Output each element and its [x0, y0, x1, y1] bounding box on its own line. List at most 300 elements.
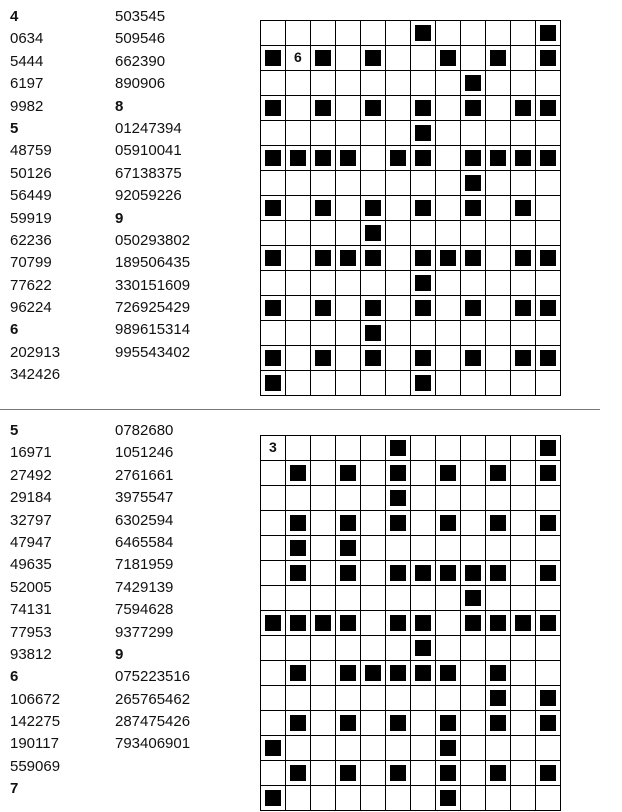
grid-cell[interactable] — [336, 96, 361, 121]
number-entry: 05910041 — [115, 142, 182, 160]
grid-cell[interactable] — [336, 321, 361, 346]
grid-cell[interactable] — [311, 586, 336, 611]
grid-cell-black — [436, 786, 461, 811]
grid-cell[interactable] — [486, 321, 511, 346]
grid-cell[interactable] — [436, 196, 461, 221]
grid-cell[interactable] — [436, 221, 461, 246]
grid-cell[interactable] — [536, 536, 561, 561]
grid-cell-black — [336, 611, 361, 636]
grid-cell[interactable] — [511, 271, 536, 296]
grid-cell[interactable] — [486, 21, 511, 46]
grid-cell[interactable] — [511, 536, 536, 561]
grid-cell-black — [361, 296, 386, 321]
grid-cell[interactable] — [436, 436, 461, 461]
grid-cell[interactable] — [486, 296, 511, 321]
number-entry: 6197 — [10, 75, 44, 93]
grid-cell[interactable] — [486, 346, 511, 371]
grid-cell[interactable] — [511, 46, 536, 71]
grid-cell[interactable] — [261, 221, 286, 246]
grid-cell[interactable] — [286, 786, 311, 811]
grid-cell[interactable] — [461, 21, 486, 46]
grid-cell-black — [361, 321, 386, 346]
grid-cell-black — [386, 761, 411, 786]
grid-cell[interactable] — [361, 561, 386, 586]
grid-cell[interactable] — [261, 686, 286, 711]
grid-cell[interactable] — [311, 371, 336, 396]
length-header: 9 — [115, 209, 124, 227]
grid-cell[interactable] — [386, 171, 411, 196]
word-list-left — [10, 420, 110, 801]
grid-cell[interactable] — [436, 371, 461, 396]
length-header: 6 — [10, 668, 19, 686]
grid-cell[interactable] — [411, 536, 436, 561]
grid-cell[interactable] — [286, 271, 311, 296]
number-entry: 106672 — [10, 690, 61, 708]
grid-cell-black — [411, 561, 436, 586]
grid-cell[interactable] — [311, 661, 336, 686]
grid-cell-black — [386, 611, 411, 636]
grid-cell[interactable] — [311, 761, 336, 786]
grid-cell[interactable] — [486, 71, 511, 96]
grid-cell[interactable] — [361, 436, 386, 461]
grid-cell[interactable] — [361, 761, 386, 786]
grid-cell[interactable] — [536, 786, 561, 811]
grid-cell[interactable] — [336, 436, 361, 461]
grid-cell[interactable] — [286, 171, 311, 196]
number-entry: 01247394 — [115, 119, 182, 137]
grid-cell[interactable] — [461, 271, 486, 296]
grid-cell[interactable] — [386, 346, 411, 371]
grid-cell[interactable] — [336, 486, 361, 511]
grid-cell-black — [286, 761, 311, 786]
grid-cell[interactable] — [336, 586, 361, 611]
grid-cell[interactable] — [436, 271, 461, 296]
grid-cell[interactable] — [436, 636, 461, 661]
grid-cell[interactable] — [461, 536, 486, 561]
grid-cell[interactable] — [386, 536, 411, 561]
grid-cell[interactable] — [286, 46, 311, 71]
grid-cell[interactable] — [536, 586, 561, 611]
grid-cell[interactable] — [386, 271, 411, 296]
grid-cell[interactable] — [511, 561, 536, 586]
grid-cell[interactable] — [486, 636, 511, 661]
grid-cell[interactable] — [436, 321, 461, 346]
grid-cell[interactable] — [286, 346, 311, 371]
clue-number: 3 — [269, 439, 277, 455]
grid-cell[interactable] — [511, 686, 536, 711]
grid-cell[interactable] — [511, 371, 536, 396]
grid-cell[interactable] — [286, 371, 311, 396]
grid-cell[interactable] — [311, 561, 336, 586]
grid-cell[interactable] — [286, 686, 311, 711]
grid-cell[interactable] — [461, 221, 486, 246]
grid-cell-black — [536, 461, 561, 486]
grid-cell[interactable] — [461, 636, 486, 661]
grid-cell[interactable] — [411, 321, 436, 346]
grid-cell[interactable] — [311, 711, 336, 736]
grid-cell[interactable] — [486, 246, 511, 271]
number-entry: 96224 — [10, 299, 52, 317]
grid-cell[interactable] — [311, 636, 336, 661]
grid-cell[interactable] — [411, 171, 436, 196]
grid-cell-black — [486, 661, 511, 686]
grid-cell[interactable] — [286, 296, 311, 321]
grid-cell[interactable] — [536, 196, 561, 221]
grid-cell-black — [536, 686, 561, 711]
grid-cell[interactable] — [486, 271, 511, 296]
grid-cell[interactable] — [461, 371, 486, 396]
grid-cell[interactable] — [336, 686, 361, 711]
grid-cell[interactable] — [461, 436, 486, 461]
grid-cell[interactable] — [311, 536, 336, 561]
grid-cell[interactable] — [386, 586, 411, 611]
number-entry: 075223516 — [115, 668, 191, 686]
grid-cell[interactable] — [511, 761, 536, 786]
grid-cell[interactable] — [436, 686, 461, 711]
grid-cell[interactable] — [411, 46, 436, 71]
grid-cell-black — [536, 146, 561, 171]
grid-cell[interactable] — [511, 786, 536, 811]
number-entry: 67138375 — [115, 164, 182, 182]
grid-cell[interactable] — [461, 661, 486, 686]
number-entry: 342426 — [10, 366, 61, 384]
grid-cell[interactable] — [461, 736, 486, 761]
number-entry: 202913 — [10, 343, 61, 361]
grid-cell[interactable] — [261, 436, 286, 461]
grid-cell[interactable] — [511, 436, 536, 461]
grid-cell[interactable] — [486, 736, 511, 761]
grid-cell[interactable] — [436, 611, 461, 636]
grid-cell[interactable] — [461, 486, 486, 511]
grid-cell-black — [461, 296, 486, 321]
grid-cell[interactable] — [536, 121, 561, 146]
grid-cell[interactable] — [311, 486, 336, 511]
grid-cell[interactable] — [311, 121, 336, 146]
grid-cell[interactable] — [361, 636, 386, 661]
grid-cell[interactable] — [361, 686, 386, 711]
grid-cell[interactable] — [311, 461, 336, 486]
grid-cell[interactable] — [411, 736, 436, 761]
number-entry: 7594628 — [115, 601, 174, 619]
grid-cell[interactable] — [536, 271, 561, 296]
grid-cell[interactable] — [361, 71, 386, 96]
grid-cell[interactable] — [436, 121, 461, 146]
number-entry: 52005 — [10, 578, 52, 596]
grid-cell-black — [286, 561, 311, 586]
grid-cell[interactable] — [361, 736, 386, 761]
grid-cell[interactable] — [311, 686, 336, 711]
grid-cell[interactable] — [311, 321, 336, 346]
grid-cell[interactable] — [361, 511, 386, 536]
grid-cell[interactable] — [261, 636, 286, 661]
grid-cell[interactable] — [261, 661, 286, 686]
grid-cell[interactable] — [386, 46, 411, 71]
grid-cell[interactable] — [536, 221, 561, 246]
grid-cell[interactable] — [386, 636, 411, 661]
grid-cell[interactable] — [361, 271, 386, 296]
grid-cell[interactable] — [486, 436, 511, 461]
grid-cell[interactable] — [336, 196, 361, 221]
grid-cell[interactable] — [411, 761, 436, 786]
number-entry: 190117 — [10, 735, 59, 753]
grid-cell[interactable] — [486, 96, 511, 121]
grid-cell[interactable] — [311, 271, 336, 296]
crossword-grid — [260, 435, 561, 811]
grid-cell[interactable] — [536, 661, 561, 686]
word-list-left — [10, 6, 110, 387]
grid-cell[interactable] — [361, 121, 386, 146]
grid-cell[interactable] — [261, 761, 286, 786]
grid-cell-black — [536, 246, 561, 271]
grid-cell[interactable] — [511, 511, 536, 536]
grid-cell[interactable] — [461, 321, 486, 346]
grid-cell[interactable] — [436, 296, 461, 321]
grid-cell[interactable] — [336, 271, 361, 296]
grid-cell[interactable] — [261, 536, 286, 561]
grid-cell[interactable] — [286, 436, 311, 461]
grid-cell[interactable] — [311, 436, 336, 461]
grid-cell[interactable] — [486, 221, 511, 246]
grid-cell-black — [261, 611, 286, 636]
grid-cell-black — [411, 246, 436, 271]
grid-cell[interactable] — [386, 121, 411, 146]
grid-cell[interactable] — [386, 21, 411, 46]
grid-cell[interactable] — [386, 786, 411, 811]
grid-cell-black — [336, 761, 361, 786]
grid-cell[interactable] — [311, 736, 336, 761]
grid-cell-black — [436, 46, 461, 71]
grid-cell-black — [311, 146, 336, 171]
grid-cell-black — [461, 611, 486, 636]
number-entry: 503545 — [115, 8, 166, 25]
grid-cell[interactable] — [511, 321, 536, 346]
grid-cell[interactable] — [536, 171, 561, 196]
grid-cell[interactable] — [511, 711, 536, 736]
grid-cell-black — [511, 296, 536, 321]
grid-cell[interactable] — [411, 486, 436, 511]
grid-cell[interactable] — [286, 321, 311, 346]
grid-cell[interactable] — [311, 21, 336, 46]
grid-cell[interactable] — [361, 171, 386, 196]
number-entry: 793406901 — [115, 735, 191, 753]
grid-cell[interactable] — [286, 121, 311, 146]
number-entry: 92059226 — [115, 187, 182, 205]
grid-cell-black — [361, 196, 386, 221]
grid-cell[interactable] — [261, 271, 286, 296]
grid-cell[interactable] — [361, 461, 386, 486]
grid-cell[interactable] — [261, 486, 286, 511]
grid-cell[interactable] — [536, 636, 561, 661]
grid-cell[interactable] — [361, 21, 386, 46]
grid-cell[interactable] — [436, 21, 461, 46]
grid-cell[interactable] — [411, 786, 436, 811]
grid-cell[interactable] — [411, 511, 436, 536]
grid-cell[interactable] — [261, 511, 286, 536]
grid-cell[interactable] — [261, 711, 286, 736]
grid-cell[interactable] — [261, 171, 286, 196]
grid-cell[interactable] — [336, 71, 361, 96]
grid-cell[interactable] — [461, 461, 486, 486]
grid-cell[interactable] — [436, 146, 461, 171]
grid-cell-black — [436, 761, 461, 786]
grid-cell[interactable] — [411, 711, 436, 736]
grid-cell[interactable] — [336, 221, 361, 246]
grid-cell[interactable] — [361, 486, 386, 511]
grid-cell[interactable] — [386, 196, 411, 221]
grid-cell[interactable] — [311, 511, 336, 536]
grid-cell[interactable] — [511, 221, 536, 246]
grid-cell[interactable] — [361, 586, 386, 611]
grid-cell[interactable] — [486, 786, 511, 811]
grid-cell[interactable] — [536, 486, 561, 511]
grid-cell[interactable] — [486, 121, 511, 146]
grid-cell[interactable] — [286, 96, 311, 121]
grid-cell[interactable] — [311, 786, 336, 811]
grid-cell[interactable] — [411, 586, 436, 611]
grid-cell[interactable] — [411, 436, 436, 461]
grid-cell-black — [411, 196, 436, 221]
grid-cell[interactable] — [386, 71, 411, 96]
grid-cell[interactable] — [386, 321, 411, 346]
grid-cell[interactable] — [536, 71, 561, 96]
grid-cell[interactable] — [286, 71, 311, 96]
grid-cell[interactable] — [436, 71, 461, 96]
number-entry: 509546 — [115, 30, 166, 48]
grid-cell[interactable] — [286, 21, 311, 46]
grid-cell[interactable] — [511, 21, 536, 46]
grid-cell[interactable] — [261, 71, 286, 96]
grid-cell[interactable] — [461, 121, 486, 146]
grid-cell[interactable] — [286, 586, 311, 611]
grid-cell[interactable] — [361, 611, 386, 636]
grid-cell[interactable] — [436, 486, 461, 511]
grid-cell-black — [461, 146, 486, 171]
grid-cell[interactable] — [286, 486, 311, 511]
grid-cell-black — [411, 346, 436, 371]
length-header: 6 — [10, 321, 19, 339]
grid-cell[interactable] — [461, 711, 486, 736]
grid-cell[interactable] — [311, 71, 336, 96]
grid-cell[interactable] — [336, 296, 361, 321]
grid-cell[interactable] — [386, 296, 411, 321]
grid-cell[interactable] — [436, 96, 461, 121]
number-entry: 287475426 — [115, 713, 191, 731]
grid-cell[interactable] — [486, 586, 511, 611]
grid-cell[interactable] — [536, 736, 561, 761]
grid-cell[interactable] — [361, 146, 386, 171]
grid-cell[interactable] — [261, 586, 286, 611]
grid-cell[interactable] — [461, 786, 486, 811]
grid-cell[interactable] — [386, 96, 411, 121]
grid-cell[interactable] — [436, 346, 461, 371]
grid-cell[interactable] — [486, 371, 511, 396]
grid-cell[interactable] — [536, 321, 561, 346]
grid-cell[interactable] — [311, 221, 336, 246]
grid-cell[interactable] — [511, 171, 536, 196]
grid-cell[interactable] — [411, 461, 436, 486]
number-entry: 29184 — [10, 489, 52, 507]
grid-cell[interactable] — [511, 636, 536, 661]
grid-cell[interactable] — [286, 736, 311, 761]
number-entry: 77622 — [10, 276, 52, 294]
number-entry: 47947 — [10, 533, 52, 551]
grid-cell[interactable] — [286, 246, 311, 271]
grid-cell-black — [536, 296, 561, 321]
grid-cell-black — [336, 461, 361, 486]
grid-cell[interactable] — [336, 636, 361, 661]
grid-cell[interactable] — [461, 686, 486, 711]
grid-cell[interactable] — [261, 561, 286, 586]
grid-cell[interactable] — [436, 586, 461, 611]
grid-cell[interactable] — [411, 71, 436, 96]
grid-cell-black — [361, 246, 386, 271]
grid-cell[interactable] — [511, 486, 536, 511]
grid-cell[interactable] — [261, 461, 286, 486]
puzzle-2 — [0, 420, 622, 812]
grid-cell-black — [361, 346, 386, 371]
grid-cell-black — [261, 46, 286, 71]
grid-cell[interactable] — [461, 511, 486, 536]
grid-cell[interactable] — [511, 661, 536, 686]
grid-cell[interactable] — [336, 121, 361, 146]
grid-cell[interactable] — [536, 371, 561, 396]
grid-cell[interactable] — [511, 586, 536, 611]
grid-cell[interactable] — [461, 761, 486, 786]
grid-cell[interactable] — [436, 171, 461, 196]
grid-cell[interactable] — [411, 221, 436, 246]
grid-cell-black — [436, 711, 461, 736]
grid-cell[interactable] — [336, 371, 361, 396]
grid-cell[interactable] — [486, 196, 511, 221]
grid-cell[interactable] — [336, 736, 361, 761]
grid-cell-black — [261, 296, 286, 321]
grid-cell[interactable] — [386, 221, 411, 246]
grid-cell[interactable] — [361, 536, 386, 561]
grid-cell[interactable] — [336, 346, 361, 371]
grid-cell[interactable] — [486, 536, 511, 561]
grid-cell[interactable] — [336, 46, 361, 71]
grid-cell[interactable] — [386, 371, 411, 396]
grid-cell[interactable] — [386, 246, 411, 271]
grid-cell[interactable] — [436, 536, 461, 561]
grid-cell[interactable] — [361, 371, 386, 396]
grid-cell[interactable] — [486, 171, 511, 196]
grid-cell[interactable] — [336, 21, 361, 46]
grid-cell[interactable] — [361, 786, 386, 811]
grid-cell[interactable] — [511, 736, 536, 761]
grid-cell[interactable] — [261, 121, 286, 146]
grid-cell[interactable] — [286, 636, 311, 661]
grid-cell[interactable] — [261, 321, 286, 346]
length-header: 9 — [115, 645, 124, 663]
grid-cell[interactable] — [486, 486, 511, 511]
grid-cell-black — [486, 46, 511, 71]
grid-cell[interactable] — [286, 221, 311, 246]
grid-cell[interactable] — [386, 686, 411, 711]
grid-cell[interactable] — [411, 686, 436, 711]
grid-cell[interactable] — [511, 121, 536, 146]
grid-cell[interactable] — [461, 46, 486, 71]
grid-cell[interactable] — [511, 461, 536, 486]
grid-cell[interactable] — [361, 711, 386, 736]
grid-cell[interactable] — [336, 171, 361, 196]
grid-cell[interactable] — [311, 171, 336, 196]
grid-cell[interactable] — [336, 786, 361, 811]
grid-cell[interactable] — [286, 196, 311, 221]
grid-cell[interactable] — [386, 736, 411, 761]
grid-cell[interactable] — [511, 71, 536, 96]
grid-cell[interactable] — [261, 21, 286, 46]
